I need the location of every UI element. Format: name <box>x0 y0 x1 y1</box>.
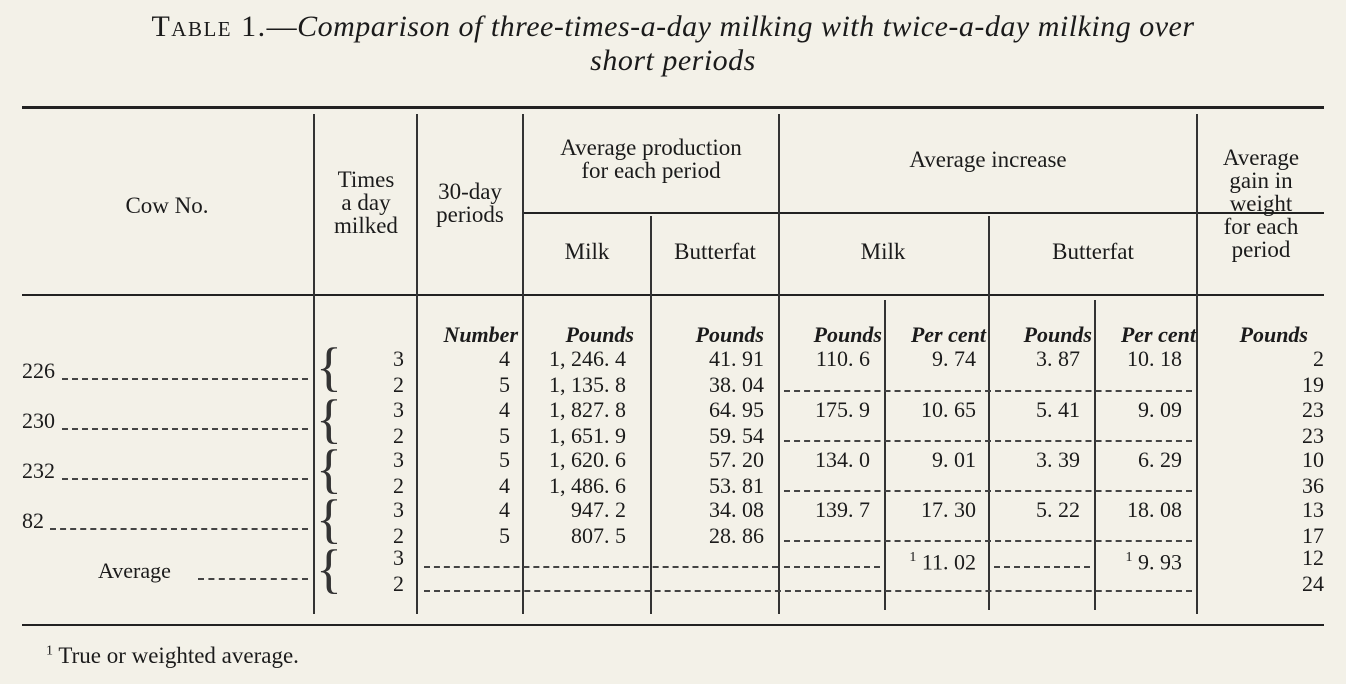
gain-2: 24 <box>1302 571 1324 596</box>
header-bottom-rule <box>22 294 1324 296</box>
gain-2: 19 <box>1302 372 1324 397</box>
gain-2: 17 <box>1302 523 1324 548</box>
gain-3: 12 <box>1302 545 1324 570</box>
butterfat-3: 57. 20 <box>709 447 764 472</box>
inc-bf-lb: 5. 41 <box>1036 397 1080 422</box>
inc-milk-lb: 134. 0 <box>815 447 870 472</box>
times-3: 3 <box>393 397 404 422</box>
milk-2: 1, 135. 8 <box>549 372 626 397</box>
top-rule <box>22 106 1324 109</box>
brace: { <box>316 337 342 397</box>
milk-3: 947. 2 <box>571 497 626 522</box>
title-text-2: short periods <box>590 44 756 77</box>
gain-2: 23 <box>1302 423 1324 448</box>
milk-2: 1, 651. 9 <box>549 423 626 448</box>
dash-line <box>784 390 1192 392</box>
dash-line <box>424 590 1192 592</box>
brace: { <box>316 489 342 549</box>
inc-milk-pct: 10. 65 <box>921 397 976 422</box>
gain-3: 2 <box>1313 346 1324 371</box>
bottom-rule <box>22 624 1324 626</box>
milk-3: 1, 827. 8 <box>549 397 626 422</box>
times-2: 2 <box>393 423 404 448</box>
unit-inc-milk-lb: Pounds <box>813 322 882 347</box>
inc-bf-pct: 10. 18 <box>1127 346 1182 371</box>
gain-3: 10 <box>1302 447 1324 472</box>
butterfat-3: 41. 91 <box>709 346 764 371</box>
periods-3: 4 <box>499 397 510 422</box>
butterfat-3: 34. 08 <box>709 497 764 522</box>
unit-inc-milk-pct: Per cent <box>910 322 986 347</box>
milk-3: 1, 620. 6 <box>549 447 626 472</box>
brace: { <box>316 439 342 499</box>
header-times: Times a day milked <box>334 167 398 238</box>
times-3: 3 <box>393 346 404 371</box>
average-label: Average <box>98 558 171 583</box>
header-cow-no: Cow No. <box>125 193 209 218</box>
cow-number: 82 <box>22 508 44 533</box>
inc-bf-pct: 18. 08 <box>1127 497 1182 522</box>
periods-3: 5 <box>499 447 510 472</box>
periods-2: 5 <box>499 523 510 548</box>
unit-inc-bf-lb: Pounds <box>1023 322 1092 347</box>
butterfat-2: 53. 81 <box>709 473 764 498</box>
inc-milk-pct: 17. 30 <box>921 497 976 522</box>
dash-line <box>784 440 1192 442</box>
inc-milk-pct: $^1$ 11. 02 <box>909 549 976 575</box>
col-divider-1 <box>313 114 315 614</box>
gain-3: 13 <box>1302 497 1324 522</box>
header-average-production: Average production for each period <box>560 135 742 183</box>
header-prod-milk: Milk <box>564 239 610 264</box>
butterfat-2: 28. 86 <box>709 523 764 548</box>
leader-dots <box>62 478 308 480</box>
inc-bf-lb: 3. 87 <box>1036 346 1080 371</box>
header-inc-milk: Milk <box>860 239 906 264</box>
header-periods: 30-day periods <box>436 179 504 227</box>
inc-milk-lb: 175. 9 <box>815 397 870 422</box>
milk-3: 1, 246. 4 <box>549 346 626 371</box>
dash-line <box>784 540 1192 542</box>
cow-number: 226 <box>22 358 55 383</box>
header-average-increase: Average increase <box>909 147 1067 172</box>
dash-line <box>784 566 880 568</box>
leader-dots <box>50 528 308 530</box>
milk-2: 1, 486. 6 <box>549 473 626 498</box>
butterfat-2: 59. 54 <box>709 423 764 448</box>
inc-milk-pct: 9. 74 <box>932 346 976 371</box>
leader-dots <box>62 428 308 430</box>
unit-inc-bf-pct: Per cent <box>1120 322 1196 347</box>
times-3: 3 <box>393 545 404 570</box>
brace: { <box>316 389 342 449</box>
inc-bf-pct: $^1$ 9. 93 <box>1125 549 1182 575</box>
inc-bf-pct: 9. 09 <box>1138 397 1182 422</box>
unit-gain: Pounds <box>1239 322 1308 347</box>
dash-line <box>784 490 1192 492</box>
milk-2: 807. 5 <box>571 523 626 548</box>
gain-3: 23 <box>1302 397 1324 422</box>
unit-butterfat: Pounds <box>695 322 764 347</box>
unit-periods: Number <box>443 322 518 347</box>
dash-line <box>994 566 1090 568</box>
title-text-1: Comparison of three-times-a-day milking with twice-a-day milking over <box>297 10 1195 43</box>
periods-2: 4 <box>499 473 510 498</box>
butterfat-2: 38. 04 <box>709 372 764 397</box>
times-2: 2 <box>393 372 404 397</box>
inc-bf-lb: 3. 39 <box>1036 447 1080 472</box>
inc-milk-lb: 110. 6 <box>815 346 870 371</box>
inc-bf-pct: 6. 29 <box>1138 447 1182 472</box>
header-average-gain: Average gain in weight for each period <box>1222 145 1300 262</box>
times-3: 3 <box>393 447 404 472</box>
cow-number: 232 <box>22 458 55 483</box>
periods-3: 4 <box>499 497 510 522</box>
periods-2: 5 <box>499 423 510 448</box>
header-inc-butterfat: Butterfat <box>1052 239 1134 264</box>
times-3: 3 <box>393 497 404 522</box>
butterfat-3: 64. 95 <box>709 397 764 422</box>
dash-line <box>424 566 778 568</box>
times-2: 2 <box>393 571 404 596</box>
header-prod-butterfat: Butterfat <box>674 239 756 264</box>
unit-milk: Pounds <box>565 322 634 347</box>
cow-number: 230 <box>22 408 55 433</box>
gain-2: 36 <box>1302 473 1324 498</box>
footnote: $^1$ True or weighted average. <box>46 643 299 668</box>
times-2: 2 <box>393 473 404 498</box>
title-line-1 <box>0 10 1346 44</box>
inc-milk-lb: 139. 7 <box>815 497 870 522</box>
times-2: 2 <box>393 523 404 548</box>
table-label: Table 1. <box>151 10 267 43</box>
leader-dots <box>62 378 308 380</box>
title-dash: — <box>266 10 298 43</box>
brace: { <box>316 539 342 599</box>
leader-dots <box>198 578 308 580</box>
inc-bf-lb: 5. 22 <box>1036 497 1080 522</box>
table-title <box>0 10 1346 78</box>
periods-3: 4 <box>499 346 510 371</box>
inc-milk-pct: 9. 01 <box>932 447 976 472</box>
periods-2: 5 <box>499 372 510 397</box>
